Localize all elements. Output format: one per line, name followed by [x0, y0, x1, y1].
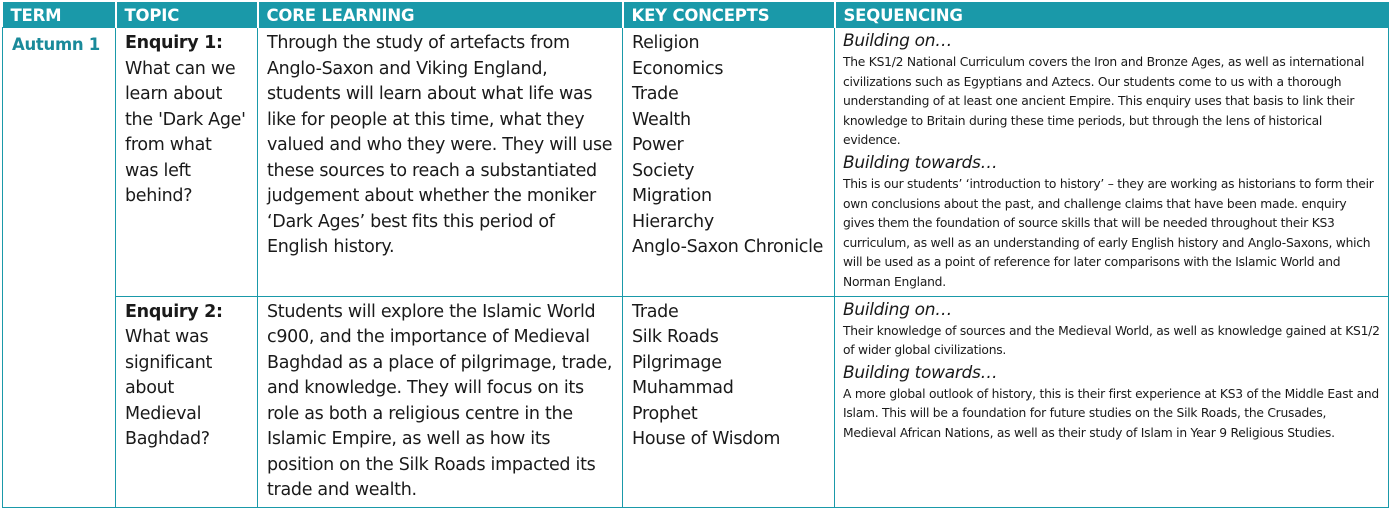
sequencing-cell	[835, 28, 1389, 297]
key-concept: Trade	[632, 301, 679, 322]
key-concept: Religion	[632, 33, 700, 53]
enquiry-question: What can we learn about the 'Dark Age' from what was left behind?	[125, 58, 246, 206]
building-towards-text: This is our students’ ‘introduction to history’ – they are working as historians to form their own conclusions about the past, and challenge claims that have been made. enquiry gives them the foundation of source skills that will be needed throughout their KS3 curriculum, as well as an understanding of early English history and Anglo-Saxons, which will be used as a point of reference for later comparisons with the Islamic World and Norman England.	[843, 176, 1374, 289]
key-concept: Wealth	[632, 109, 691, 130]
key-concept: Muhammad	[632, 378, 734, 399]
building-towards-heading: Building towards…	[843, 152, 998, 173]
table-row	[3, 296, 1389, 507]
core-learning-cell: Students will explore the Islamic World c900, and the importance of Medieval Baghdad as a place of pilgrimage, trade, and knowledge. They will focus on its role as both a religious centre in the Islamic Empire, as well as how its position on the Silk Roads impacted its trade and wealth.	[258, 296, 623, 507]
building-on-heading: Building on…	[843, 31, 952, 51]
enquiry-question: What was significant about Medieval Baghdad?	[125, 327, 213, 450]
key-concept: Silk Roads	[632, 327, 719, 348]
header-topic: TOPIC	[116, 2, 258, 28]
key-concept: Power	[632, 135, 684, 155]
table-header	[3, 2, 1389, 28]
header-sequencing: SEQUENCING	[835, 2, 1389, 28]
sequencing-cell	[835, 296, 1389, 507]
key-concept: Pilgrimage	[632, 352, 722, 373]
header-term: TERM	[3, 2, 116, 28]
building-towards-text: A more global outlook of history, this is their first experience at KS3 of the Middle East and Islam. This will be a foundation for future studies on the Silk Roads, the Crusades, Medieval African Nations, as well as their study of Islam in Year 9 Religious Studies.	[843, 386, 1379, 440]
key-concept: Prophet	[632, 403, 698, 424]
key-concept: Economics	[632, 58, 724, 79]
core-learning-cell: Through the study of artefacts from Anglo-Saxon and Viking England, students will learn about what life was like for people at this time, what they valued and who they were. They will use these sources to reach a substantiated judgement about whether the moniker ‘Dark Ages’ best fits this period of English history.	[258, 28, 623, 297]
curriculum-table	[2, 2, 1389, 508]
building-on-text: The KS1/2 National Curriculum covers the Iron and Bronze Ages, as well as international civilizations such as Egyptians and Aztecs. Our students come to us with a thorough understanding of at least one ancient Empire. This enquiry uses that basis to link their knowledge to Britain during these time periods, but through the lens of historical evidence.	[843, 55, 1365, 148]
topic-cell	[116, 296, 258, 507]
building-towards-heading: Building towards…	[843, 362, 998, 383]
building-on-text: Their knowledge of sources and the Medieval World, as well as knowledge gained at KS1/2 of wider global civilizations.	[843, 323, 1380, 358]
topic-cell	[116, 28, 258, 297]
header-core-learning: CORE LEARNING	[258, 2, 623, 28]
key-concept: Trade	[632, 84, 679, 104]
key-concepts-cell	[623, 296, 835, 507]
key-concept: House of Wisdom	[632, 429, 781, 450]
key-concepts-cell	[623, 28, 835, 297]
key-concept: Migration	[632, 186, 712, 206]
building-on-heading: Building on…	[843, 299, 952, 320]
key-concept: Hierarchy	[632, 211, 714, 232]
term-cell: Autumn 1	[3, 28, 116, 508]
table-row	[3, 28, 1389, 297]
header-key-concepts: KEY CONCEPTS	[623, 2, 835, 28]
key-concept: Anglo-Saxon Chronicle	[632, 237, 824, 257]
key-concept: Society	[632, 160, 695, 181]
enquiry-title: Enquiry 2:	[125, 301, 223, 322]
enquiry-title: Enquiry 1:	[125, 33, 223, 53]
